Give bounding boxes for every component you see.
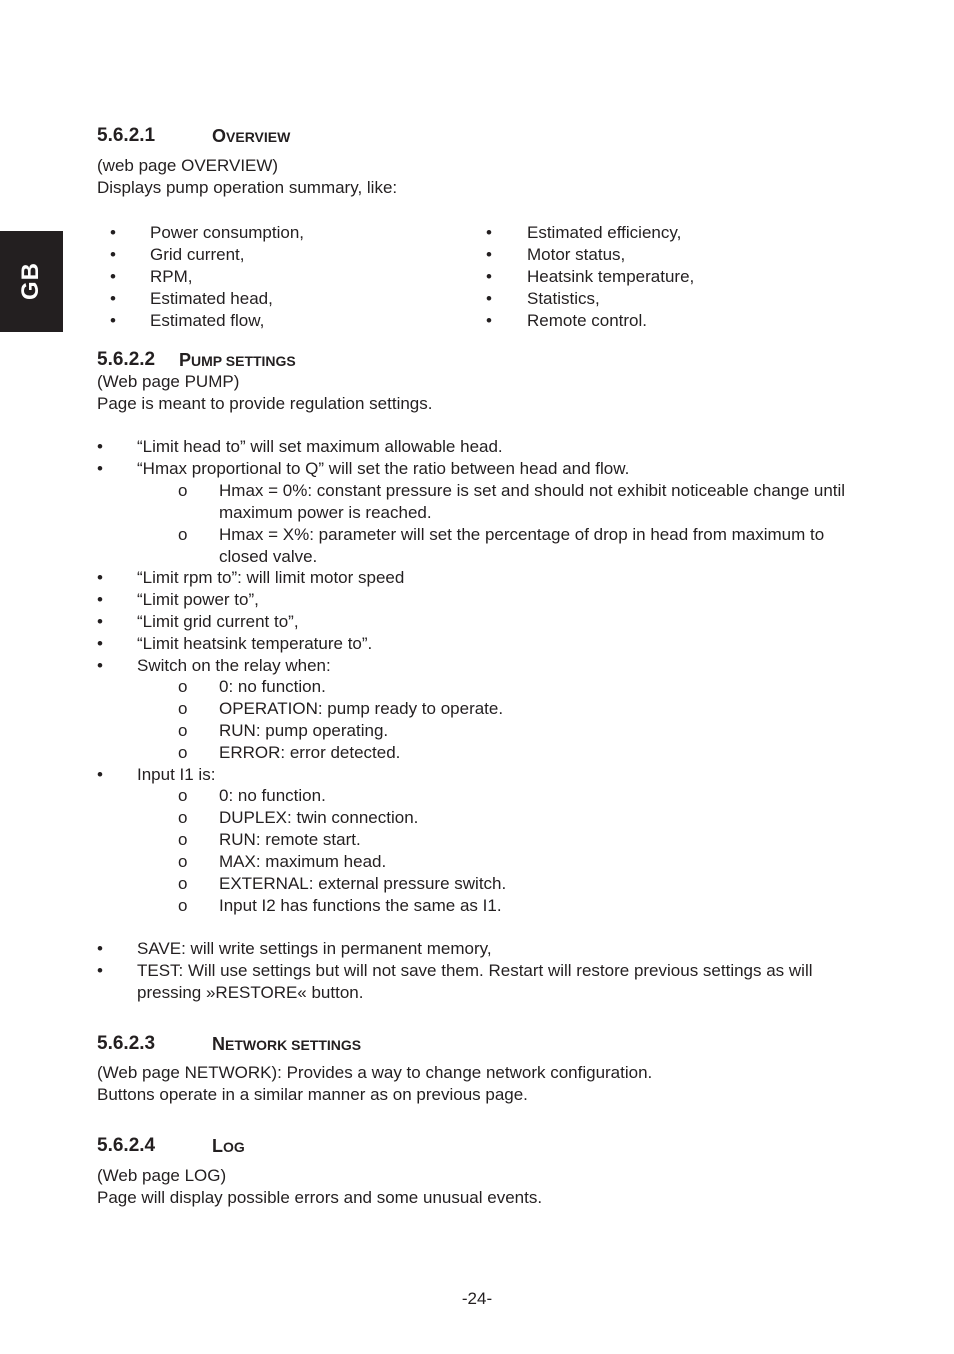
list-item: “Limit power to”, [137, 590, 259, 609]
list-item: “Limit rpm to”: will limit motor speed [137, 568, 405, 587]
sub-bullet-marker: o [178, 677, 188, 696]
bullet-dot: • [97, 459, 103, 478]
list-item: SAVE: will write settings in permanent memory, [137, 939, 492, 958]
paragraph-line: Page is meant to provide regulation settings. [97, 394, 433, 413]
heading-number: 5.6.2.3 [97, 1033, 156, 1054]
paragraph-line: (Web page NETWORK): Provides a way to change network configuration. [97, 1063, 653, 1082]
bullet-dot: • [486, 223, 492, 242]
paragraph-line: (Web page LOG) [97, 1166, 227, 1185]
heading-number: 5.6.2.2 [97, 349, 156, 370]
heading-number: 5.6.2.4 [97, 1135, 156, 1156]
bullet-dot: • [486, 245, 492, 264]
sub-bullet-marker: o [178, 481, 188, 500]
bullet-dot: • [97, 590, 103, 609]
bullet-dot: • [486, 289, 492, 308]
bullet-dot: • [486, 311, 492, 330]
list-item: Statistics, [527, 289, 600, 308]
sub-bullet-marker: o [178, 808, 188, 827]
bullet-dot: • [110, 223, 116, 242]
list-item: “Limit heatsink temperature to”. [137, 634, 373, 653]
sub-list-item: RUN: remote start. [219, 830, 361, 849]
sub-list-item: ERROR: error detected. [219, 743, 401, 762]
list-item: Estimated flow, [150, 311, 265, 330]
bullet-dot: • [110, 245, 116, 264]
language-tab [0, 231, 63, 332]
sub-bullet-marker: o [178, 874, 188, 893]
bullet-dot: • [110, 311, 116, 330]
sub-list-item: RUN: pump operating. [219, 721, 389, 740]
sub-list-item: OPERATION: pump ready to operate. [219, 699, 504, 718]
list-item: “Limit head to” will set maximum allowable head. [137, 437, 503, 456]
list-item: Switch on the relay when: [137, 656, 331, 675]
sub-bullet-marker: o [178, 786, 188, 805]
bullet-dot: • [97, 656, 103, 675]
sub-bullet-marker: o [178, 852, 188, 871]
list-item: Grid current, [150, 245, 245, 264]
bullet-dot: • [486, 267, 492, 286]
bullet-dot: • [97, 634, 103, 653]
list-item: Input I1 is: [137, 765, 216, 784]
sub-list-item: EXTERNAL: external pressure switch. [219, 874, 507, 893]
language-tab-label: GB [17, 262, 44, 300]
sub-bullet-marker: o [178, 721, 188, 740]
list-item: Motor status, [527, 245, 626, 264]
list-item: Power consumption, [150, 223, 305, 242]
bullet-dot: • [110, 289, 116, 308]
sub-bullet-marker: o [178, 699, 188, 718]
list-item: TEST: Will use settings but will not save them. Restart will restore previous settings as will pressing »RESTORE« button. [137, 961, 813, 1002]
list-item: “Hmax proportional to Q” will set the ratio between head and flow. [137, 459, 630, 478]
sub-list-item: Hmax = X%: parameter will set the percentage of drop in head from maximum to closed valve. [219, 525, 825, 566]
list-item: Estimated head, [150, 289, 273, 308]
list-item: Heatsink temperature, [527, 267, 695, 286]
paragraph-line: Buttons operate in a similar manner as on previous page. [97, 1085, 528, 1104]
heading-title: PUMP SETTINGS [179, 350, 296, 370]
bullet-dot: • [97, 437, 103, 456]
heading-title: OVERVIEW [212, 126, 291, 146]
list-item: Remote control. [527, 311, 647, 330]
sub-list-item: 0: no function. [219, 786, 326, 805]
sub-list-item: MAX: maximum head. [219, 852, 387, 871]
list-item: “Limit grid current to”, [137, 612, 299, 631]
paragraph-line: (Web page PUMP) [97, 372, 240, 391]
sub-list-item: 0: no function. [219, 677, 326, 696]
sub-list-item: Input I2 has functions the same as I1. [219, 896, 502, 915]
paragraph-line: Displays pump operation summary, like: [97, 178, 398, 197]
paragraph-line: (web page OVERVIEW) [97, 156, 279, 175]
sub-bullet-marker: o [178, 743, 188, 762]
list-item: RPM, [150, 267, 193, 286]
bullet-dot: • [97, 612, 103, 631]
sub-bullet-marker: o [178, 830, 188, 849]
bullet-dot: • [97, 568, 103, 587]
paragraph-line: Page will display possible errors and some unusual events. [97, 1188, 543, 1207]
sub-list-item: Hmax = 0%: constant pressure is set and should not exhibit noticeable change until maximum power is reached. [219, 481, 846, 522]
sub-bullet-marker: o [178, 525, 188, 544]
heading-number: 5.6.2.1 [97, 125, 156, 146]
list-item: Estimated efficiency, [527, 223, 682, 242]
bullet-dot: • [97, 939, 103, 958]
bullet-dot: • [97, 961, 103, 980]
bullet-dot: • [97, 765, 103, 784]
sub-list-item: DUPLEX: twin connection. [219, 808, 419, 827]
page-number: -24- [461, 1289, 493, 1308]
heading-title: LOG [212, 1136, 245, 1156]
sub-bullet-marker: o [178, 896, 188, 915]
bullet-dot: • [110, 267, 116, 286]
heading-title: NETWORK SETTINGS [212, 1034, 362, 1054]
